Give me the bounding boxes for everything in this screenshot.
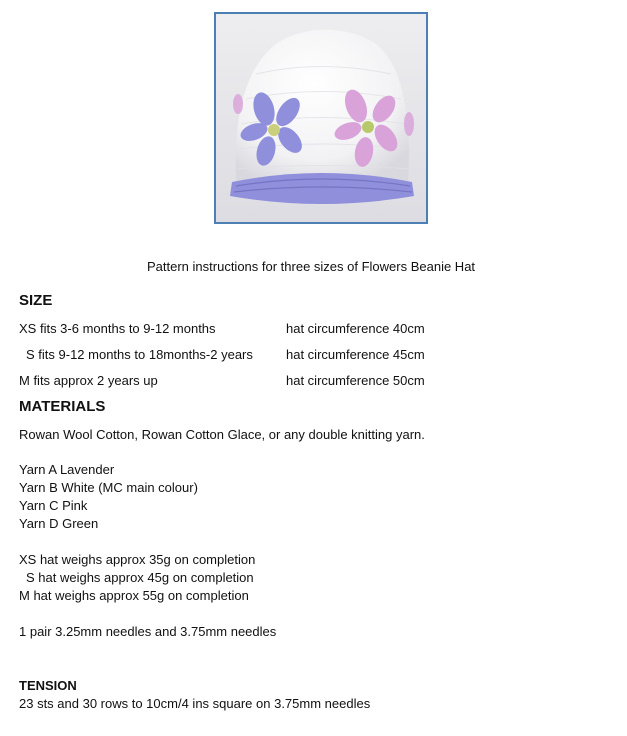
size-fit-xs: XS fits 3-6 months to 9-12 months [19, 321, 216, 336]
weight-xs: XS hat weighs approx 35g on completion [19, 552, 256, 567]
hat-photo [214, 12, 428, 224]
size-circumference-m: hat circumference 50cm [286, 373, 425, 388]
size-fit-s: S fits 9-12 months to 18months-2 years [26, 347, 253, 362]
yarn-b: Yarn B White (MC main colour) [19, 480, 198, 495]
weight-m: M hat weighs approx 55g on completion [19, 588, 249, 603]
flowers-beanie-hat-image [216, 14, 426, 222]
size-circumference-s: hat circumference 45cm [286, 347, 425, 362]
size-circumference-xs: hat circumference 40cm [286, 321, 425, 336]
photo-caption: Pattern instructions for three sizes of Flowers Beanie Hat [147, 259, 476, 274]
tension-text: 23 sts and 30 rows to 10cm/4 ins square on 3.75mm needles [19, 696, 371, 711]
needles: 1 pair 3.25mm needles and 3.75mm needles [19, 624, 277, 639]
tension-heading: TENSION [19, 678, 77, 693]
yarn-c: Yarn C Pink [19, 498, 88, 513]
size-heading: SIZE [19, 292, 53, 309]
materials-heading: MATERIALS [19, 398, 106, 415]
materials-yarn-types: Rowan Wool Cotton, Rowan Cotton Glace, or any double knitting yarn. [19, 427, 425, 442]
yarn-a: Yarn A Lavender [19, 462, 115, 477]
size-fit-m: M fits approx 2 years up [19, 373, 158, 388]
weight-s: S hat weighs approx 45g on completion [26, 570, 254, 585]
yarn-d: Yarn D Green [19, 516, 99, 531]
